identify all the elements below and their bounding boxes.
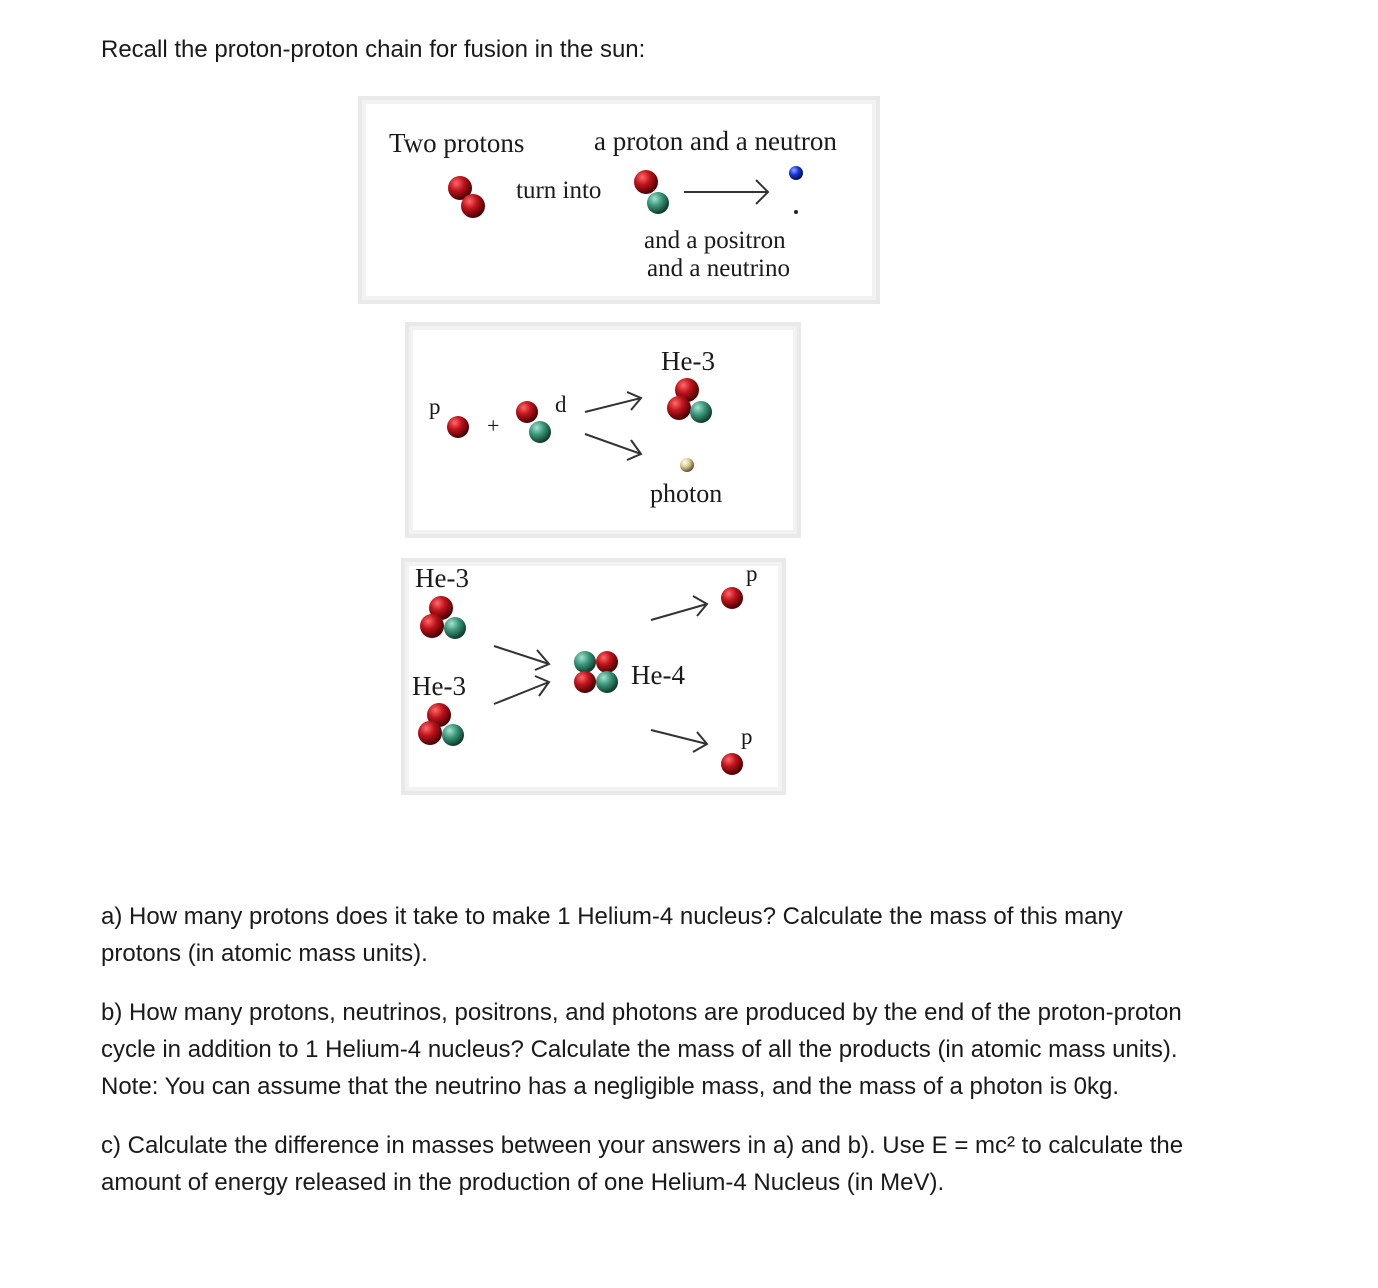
question-a-line-2: protons (in atomic mass units). — [101, 940, 428, 967]
diagram-step-1 — [358, 96, 880, 304]
question-b-line-2: cycle in addition to 1 Helium-4 nucleus? Calculate the mass of all the products (in atomic mass units). — [101, 1036, 1178, 1063]
he3-bottom-label: He-3 — [412, 671, 466, 701]
proton-sphere — [461, 194, 485, 218]
proton-sphere — [516, 401, 538, 423]
plus-sign: + — [487, 413, 500, 438]
question-b-line-3: Note: You can assume that the neutrino has a negligible mass, and the mass of a photon is 0kg. — [101, 1073, 1119, 1100]
question-c — [101, 1127, 1321, 1201]
neutron-sphere — [596, 671, 618, 693]
neutrino-label: and a neutrino — [647, 255, 791, 282]
he3-label: He-3 — [661, 346, 715, 376]
neutron-sphere — [442, 724, 464, 746]
intro-text: Recall the proton-proton chain for fusion in the sun: — [101, 36, 646, 63]
question-b-line-1: b) How many protons, neutrinos, positrons, and photons are produced by the end of the proton-proton — [101, 999, 1182, 1026]
question-a — [101, 898, 1321, 972]
questions — [101, 898, 1321, 1223]
step-2-svg — [405, 322, 801, 538]
reaction-arrow — [494, 676, 549, 704]
photon-label: photon — [650, 479, 723, 508]
question-c-line-1: c) Calculate the difference in masses between your answers in a) and b). Use E = mc² to calculate the — [101, 1132, 1184, 1159]
positron-sphere — [789, 166, 803, 180]
proton-sphere — [420, 614, 444, 638]
reaction-arrow — [494, 646, 549, 670]
photon-sphere — [680, 458, 694, 472]
positron-label: and a positron — [644, 227, 786, 254]
proton-sphere — [447, 416, 469, 438]
he3-top-label: He-3 — [415, 563, 469, 593]
proton-sphere — [596, 651, 618, 673]
p-top-label: p — [746, 561, 758, 586]
neutron-sphere — [690, 401, 712, 423]
question-c-line-2: amount of energy released in the production of one Helium-4 Nucleus (in MeV). — [101, 1169, 945, 1196]
reaction-arrow — [585, 434, 641, 460]
p-bottom-label: p — [741, 724, 753, 749]
diagram-step-2 — [405, 322, 801, 538]
two-protons-label: Two protons — [389, 128, 525, 158]
reaction-arrow — [651, 596, 707, 620]
turn-into-label: turn into — [516, 177, 602, 204]
neutron-sphere — [574, 651, 596, 673]
step-3-svg — [401, 558, 786, 795]
proton-sphere — [418, 721, 442, 745]
reaction-arrow — [585, 392, 641, 412]
neutrino-dot — [794, 210, 798, 214]
d-label: d — [555, 392, 567, 417]
reaction-arrow — [651, 730, 707, 752]
proton-sphere — [574, 671, 596, 693]
neutron-sphere — [444, 617, 466, 639]
question-a-line-1: a) How many protons does it take to make 1 Helium-4 nucleus? Calculate the mass of this many — [101, 903, 1123, 930]
proton-sphere — [721, 587, 743, 609]
neutron-sphere — [529, 421, 551, 443]
p-label: p — [429, 394, 441, 419]
question-b — [101, 994, 1321, 1105]
proton-sphere — [721, 753, 743, 775]
step-1-svg — [358, 96, 880, 304]
neutron-sphere — [647, 192, 669, 214]
proton-sphere — [667, 396, 691, 420]
reaction-arrow — [684, 180, 768, 204]
proton-neutron-label: a proton and a neutron — [594, 126, 837, 156]
proton-sphere — [634, 170, 658, 194]
diagram-step-3 — [401, 558, 786, 795]
he4-label: He-4 — [631, 660, 685, 690]
